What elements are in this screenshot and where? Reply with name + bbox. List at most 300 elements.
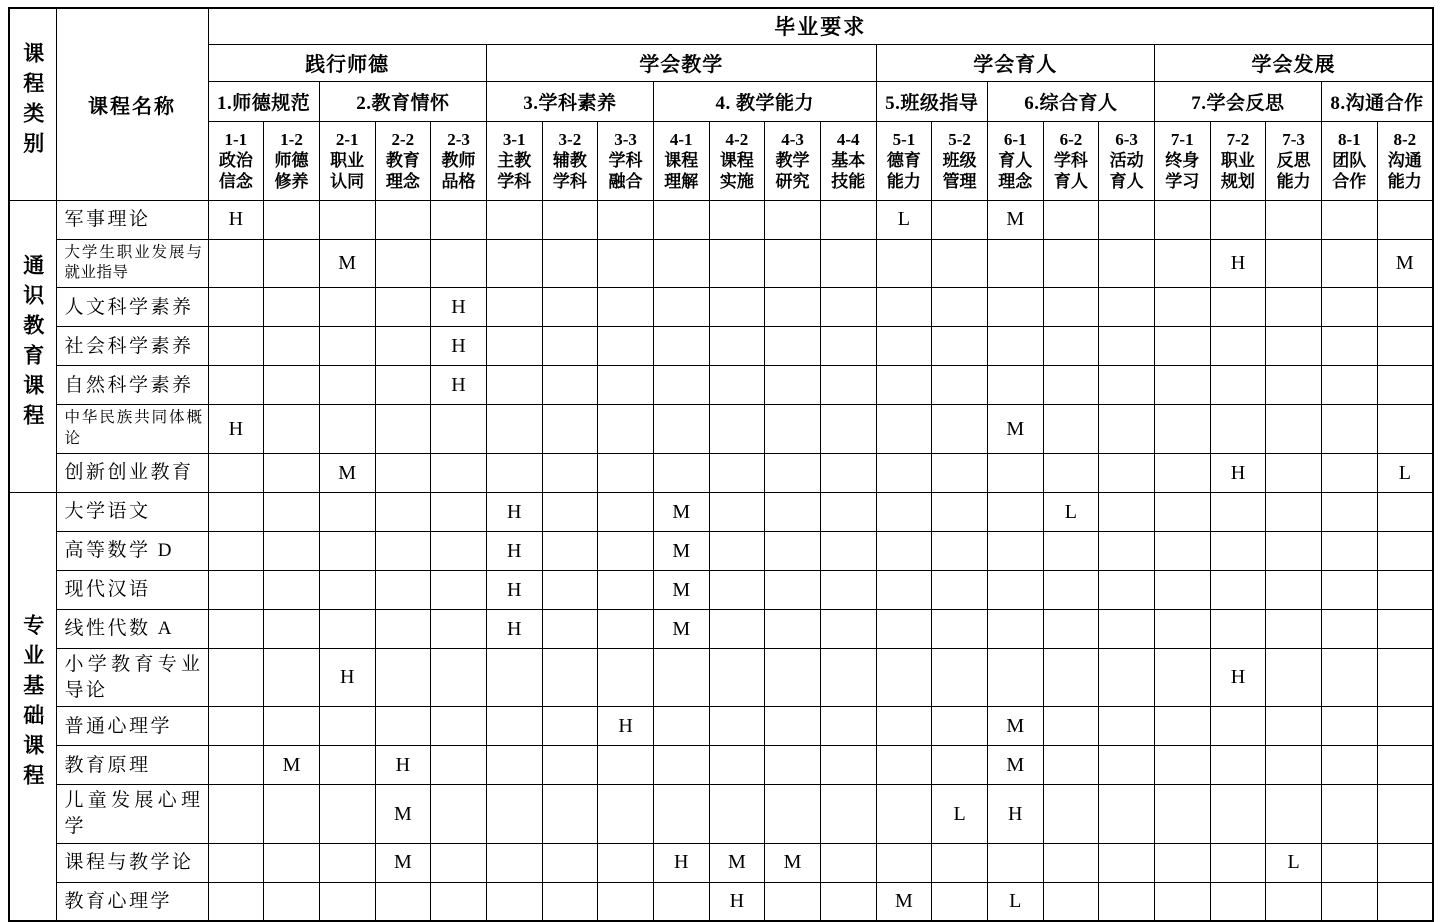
mark-cell: [932, 200, 988, 239]
mark-cell: [820, 571, 876, 610]
mark-cell: [1321, 200, 1377, 239]
mark-cell: [1321, 707, 1377, 746]
header-requirement: 8.沟通合作: [1321, 81, 1433, 121]
mark-cell: [1154, 454, 1210, 493]
mark-cell: [598, 571, 654, 610]
mark-cell: [653, 454, 709, 493]
mark-cell: [1099, 454, 1155, 493]
mark-cell: [431, 454, 487, 493]
mark-cell: [1043, 327, 1099, 366]
mark-cell: [598, 785, 654, 843]
header-indicator: [1321, 121, 1377, 200]
mark-cell: [1210, 405, 1266, 454]
header-indicator: [1043, 121, 1099, 200]
mark-cell: [542, 405, 598, 454]
header-indicator: [1210, 121, 1266, 200]
mark-cell: [486, 366, 542, 405]
mark-cell: [653, 882, 709, 921]
mark-cell: [431, 843, 487, 882]
mark-cell: [876, 571, 932, 610]
mark-cell: [1266, 882, 1322, 921]
mark-cell: [431, 405, 487, 454]
mark-cell: [820, 649, 876, 707]
mark-cell: [876, 327, 932, 366]
mark-cell: [1377, 405, 1433, 454]
mark-cell: [1043, 746, 1099, 785]
mark-cell: [542, 239, 598, 288]
indicator-label-line: 教育: [385, 151, 420, 170]
mark-cell: [709, 649, 765, 707]
mark-cell: [1377, 882, 1433, 921]
mark-cell: [264, 366, 320, 405]
mark-cell: [1266, 239, 1322, 288]
mark-cell: [765, 532, 821, 571]
header-indicator: [1099, 121, 1155, 200]
mark-cell: [987, 610, 1043, 649]
mark-cell: [1321, 746, 1377, 785]
indicator-code: 6-2: [1059, 130, 1083, 149]
mark-cell: [486, 882, 542, 921]
indicator-label-line: 管理: [942, 172, 977, 191]
table-row: [9, 288, 1433, 327]
mark-cell: [542, 707, 598, 746]
mark-cell: [1043, 200, 1099, 239]
mark-cell: L: [1266, 843, 1322, 882]
mark-cell: [542, 843, 598, 882]
header-indicator: [431, 121, 487, 200]
mark-cell: [431, 610, 487, 649]
mark-cell: [1210, 327, 1266, 366]
mark-cell: [932, 239, 988, 288]
mark-cell: [876, 532, 932, 571]
mark-cell: [987, 239, 1043, 288]
header-indicator: [375, 121, 431, 200]
table-row: [9, 649, 1433, 707]
course-name: 教育心理学: [56, 882, 208, 921]
mark-cell: [1266, 571, 1322, 610]
course-name: 普通心理学: [56, 707, 208, 746]
mark-cell: [1043, 785, 1099, 843]
header-requirement: 7.学会反思: [1154, 81, 1321, 121]
mark-cell: [1210, 843, 1266, 882]
mark-cell: [709, 288, 765, 327]
indicator-label-line: 班级: [942, 151, 977, 170]
mark-cell: [1099, 649, 1155, 707]
mark-cell: [987, 571, 1043, 610]
mark-cell: [1154, 843, 1210, 882]
indicator-label-line: 活动: [1109, 151, 1144, 170]
indicator-label-line: 学科: [497, 172, 532, 191]
mark-cell: [653, 785, 709, 843]
mark-cell: [709, 200, 765, 239]
mark-cell: [542, 366, 598, 405]
mark-cell: [1154, 200, 1210, 239]
indicator-code: 1-2: [280, 130, 303, 149]
mark-cell: [1377, 288, 1433, 327]
mark-cell: [598, 649, 654, 707]
category-cell: [9, 493, 56, 922]
mark-cell: [820, 288, 876, 327]
mark-cell: [765, 707, 821, 746]
indicator-label-line: 学科: [608, 151, 643, 170]
header-row-domains: [9, 44, 1433, 81]
indicator-code: 2-1: [335, 130, 359, 149]
mark-cell: [375, 493, 431, 532]
mark-cell: [820, 454, 876, 493]
header-course-category: [9, 8, 56, 200]
mark-cell: [820, 239, 876, 288]
mark-cell: [1043, 610, 1099, 649]
mark-cell: [319, 327, 375, 366]
mark-cell: [932, 327, 988, 366]
mark-cell: [1266, 610, 1322, 649]
mark-cell: [264, 493, 320, 532]
mark-cell: [709, 746, 765, 785]
mark-cell: H: [375, 746, 431, 785]
indicator-label-line: 能力: [1387, 172, 1422, 191]
mark-cell: [1210, 288, 1266, 327]
indicator-label-line: 融合: [608, 172, 643, 191]
mark-cell: M: [987, 746, 1043, 785]
mark-cell: [1043, 882, 1099, 921]
mark-cell: [1377, 366, 1433, 405]
indicator-code: 2-2: [391, 130, 415, 149]
indicator-label-line: 认同: [330, 172, 365, 191]
mark-cell: [1377, 493, 1433, 532]
mark-cell: [1154, 327, 1210, 366]
mark-cell: [375, 571, 431, 610]
mark-cell: [375, 327, 431, 366]
mark-cell: [319, 532, 375, 571]
mark-cell: [820, 707, 876, 746]
indicator-label-line: 能力: [886, 172, 921, 191]
indicator-label-line: 实施: [719, 172, 754, 191]
mark-cell: [486, 843, 542, 882]
mark-cell: [653, 200, 709, 239]
mark-cell: [1321, 239, 1377, 288]
mark-cell: [1377, 785, 1433, 843]
indicator-label-line: 理念: [998, 172, 1033, 191]
mark-cell: [876, 493, 932, 532]
mark-cell: [1099, 707, 1155, 746]
mark-cell: [1154, 882, 1210, 921]
mark-cell: [208, 493, 264, 532]
mark-cell: [1043, 405, 1099, 454]
indicator-label-line: 理解: [664, 172, 699, 191]
mark-cell: [1099, 239, 1155, 288]
mark-cell: H: [486, 532, 542, 571]
mark-cell: [932, 571, 988, 610]
mark-cell: [208, 843, 264, 882]
table-row: [9, 610, 1433, 649]
course-name: 创新创业教育: [56, 454, 208, 493]
header-requirement: 6.综合育人: [987, 81, 1154, 121]
mark-cell: [208, 366, 264, 405]
mark-cell: [431, 239, 487, 288]
mark-cell: H: [1210, 454, 1266, 493]
mark-cell: [876, 707, 932, 746]
indicator-label-line: 学科: [552, 172, 587, 191]
mark-cell: [319, 405, 375, 454]
mark-cell: [264, 843, 320, 882]
mark-cell: [542, 327, 598, 366]
mark-cell: [264, 200, 320, 239]
mark-cell: [1099, 843, 1155, 882]
mark-cell: [987, 327, 1043, 366]
mark-cell: [765, 610, 821, 649]
course-name: 课程与教学论: [56, 843, 208, 882]
indicator-label-line: 基本: [831, 151, 866, 170]
mark-cell: [264, 649, 320, 707]
mark-cell: [1210, 785, 1266, 843]
header-indicator: [709, 121, 765, 200]
mark-cell: [987, 493, 1043, 532]
mark-cell: [264, 882, 320, 921]
header-graduation-requirements: 毕业要求: [208, 8, 1433, 44]
mark-cell: M: [264, 746, 320, 785]
mark-cell: [820, 610, 876, 649]
header-domain: 学会育人: [876, 44, 1154, 81]
mark-cell: [820, 746, 876, 785]
mark-cell: [932, 649, 988, 707]
mark-cell: [319, 288, 375, 327]
mark-cell: [486, 649, 542, 707]
mark-cell: [1377, 649, 1433, 707]
indicator-label-line: 育人: [1109, 172, 1144, 191]
table-row: [9, 493, 1433, 532]
mark-cell: [932, 882, 988, 921]
header-row-top: [9, 8, 1433, 44]
mark-cell: [1154, 649, 1210, 707]
mark-cell: M: [653, 610, 709, 649]
course-name: 军事理论: [56, 200, 208, 239]
table-row: [9, 454, 1433, 493]
mark-cell: [1377, 200, 1433, 239]
mark-cell: M: [375, 843, 431, 882]
table-row: [9, 532, 1433, 571]
mark-cell: [1321, 649, 1377, 707]
mark-cell: [820, 366, 876, 405]
mark-cell: H: [598, 707, 654, 746]
course-name: 线性代数 A: [56, 610, 208, 649]
mark-cell: [1154, 707, 1210, 746]
mark-cell: [1321, 571, 1377, 610]
mark-cell: [1266, 532, 1322, 571]
mark-cell: H: [653, 843, 709, 882]
mark-cell: [932, 493, 988, 532]
mark-cell: [542, 288, 598, 327]
mark-cell: [709, 707, 765, 746]
mark-cell: [1043, 707, 1099, 746]
mark-cell: [375, 649, 431, 707]
mark-cell: [1321, 288, 1377, 327]
mark-cell: [1266, 493, 1322, 532]
mark-cell: [987, 532, 1043, 571]
mark-cell: [1099, 532, 1155, 571]
indicator-label-line: 合作: [1332, 172, 1367, 191]
indicator-code: 4-2: [725, 130, 749, 149]
header-course-name: 课程名称: [56, 8, 208, 200]
mark-cell: [542, 200, 598, 239]
course-name: 社会科学素养: [56, 327, 208, 366]
mark-cell: [542, 493, 598, 532]
header-indicator: [264, 121, 320, 200]
header-indicator: [876, 121, 932, 200]
mark-cell: [598, 610, 654, 649]
mark-cell: [1154, 288, 1210, 327]
mark-cell: H: [1210, 239, 1266, 288]
table-row: [9, 239, 1433, 288]
mark-cell: [932, 746, 988, 785]
mark-cell: [598, 493, 654, 532]
table-row: [9, 707, 1433, 746]
mark-cell: [876, 405, 932, 454]
mark-cell: [208, 707, 264, 746]
header-indicator: [820, 121, 876, 200]
indicator-label-line: 教师: [441, 151, 476, 170]
indicator-code: 4-1: [669, 130, 693, 149]
mark-cell: [319, 493, 375, 532]
mark-cell: [653, 405, 709, 454]
category-cell: [9, 200, 56, 493]
course-name: 自然科学素养: [56, 366, 208, 405]
mark-cell: [542, 571, 598, 610]
mark-cell: M: [1377, 239, 1433, 288]
mark-cell: [208, 239, 264, 288]
mark-cell: [1210, 200, 1266, 239]
indicator-code: 7-3: [1282, 130, 1305, 149]
mark-cell: [1099, 785, 1155, 843]
course-name: 现代汉语: [56, 571, 208, 610]
indicator-label-line: 课程: [664, 151, 699, 170]
header-requirement: 1.师德规范: [208, 81, 319, 121]
indicator-label-line: 职业: [1220, 151, 1255, 170]
indicator-label-line: 课程: [719, 151, 754, 170]
mark-cell: [264, 454, 320, 493]
mark-cell: [319, 785, 375, 843]
mark-cell: [765, 571, 821, 610]
mark-cell: [208, 882, 264, 921]
course-name: 中华民族共同体概论: [56, 405, 208, 454]
mark-cell: [1266, 200, 1322, 239]
mark-cell: [876, 649, 932, 707]
mark-cell: [319, 843, 375, 882]
curriculum-matrix-table: [8, 7, 1434, 922]
mark-cell: [1377, 532, 1433, 571]
header-indicator: [1266, 121, 1322, 200]
header-requirement: 4. 教学能力: [653, 81, 876, 121]
mark-cell: [876, 610, 932, 649]
mark-cell: [765, 405, 821, 454]
mark-cell: [486, 239, 542, 288]
mark-cell: [542, 610, 598, 649]
mark-cell: [1154, 405, 1210, 454]
mark-cell: [542, 454, 598, 493]
mark-cell: [319, 707, 375, 746]
mark-cell: [431, 200, 487, 239]
mark-cell: [208, 532, 264, 571]
mark-cell: [653, 239, 709, 288]
mark-cell: [1043, 454, 1099, 493]
indicator-label-line: 师德: [274, 151, 309, 170]
mark-cell: [1154, 493, 1210, 532]
mark-cell: [987, 649, 1043, 707]
mark-cell: [709, 610, 765, 649]
mark-cell: [876, 746, 932, 785]
mark-cell: [709, 493, 765, 532]
mark-cell: L: [876, 200, 932, 239]
mark-cell: [932, 610, 988, 649]
header-domain: 学会发展: [1154, 44, 1433, 81]
mark-cell: [1210, 882, 1266, 921]
indicator-label-line: 职业: [330, 151, 365, 170]
mark-cell: [1377, 843, 1433, 882]
mark-cell: [264, 288, 320, 327]
indicator-code: 3-2: [558, 130, 582, 149]
mark-cell: L: [932, 785, 988, 843]
course-name: 小学教育专业导论: [56, 649, 208, 707]
course-name: 高等数学 D: [56, 532, 208, 571]
mark-cell: [765, 200, 821, 239]
mark-cell: [375, 405, 431, 454]
mark-cell: [1099, 493, 1155, 532]
mark-cell: [820, 882, 876, 921]
mark-cell: [653, 707, 709, 746]
mark-cell: [1099, 746, 1155, 785]
indicator-label-line: 研究: [775, 172, 810, 191]
mark-cell: [1266, 454, 1322, 493]
mark-cell: [1210, 571, 1266, 610]
mark-cell: [987, 454, 1043, 493]
mark-cell: M: [709, 843, 765, 882]
mark-cell: M: [653, 532, 709, 571]
indicator-label-line: 终身: [1165, 151, 1200, 170]
table-row: [9, 785, 1433, 843]
indicator-code: 4-4: [836, 130, 860, 149]
mark-cell: [598, 746, 654, 785]
mark-cell: [765, 327, 821, 366]
indicator-label-line: 育人: [1053, 172, 1088, 191]
mark-cell: [264, 532, 320, 571]
mark-cell: [876, 843, 932, 882]
mark-cell: [264, 327, 320, 366]
mark-cell: [319, 366, 375, 405]
mark-cell: [1321, 882, 1377, 921]
mark-cell: [1154, 785, 1210, 843]
mark-cell: [208, 746, 264, 785]
mark-cell: [486, 327, 542, 366]
mark-cell: [542, 785, 598, 843]
mark-cell: [876, 239, 932, 288]
indicator-code: 5-2: [948, 130, 971, 149]
mark-cell: H: [486, 571, 542, 610]
mark-cell: [1321, 532, 1377, 571]
mark-cell: H: [486, 610, 542, 649]
mark-cell: [431, 571, 487, 610]
mark-cell: [1154, 571, 1210, 610]
mark-cell: [375, 532, 431, 571]
indicator-label-line: 政治: [218, 151, 253, 170]
mark-cell: [264, 707, 320, 746]
mark-cell: [375, 454, 431, 493]
mark-cell: [876, 454, 932, 493]
course-name: 大学语文: [56, 493, 208, 532]
mark-cell: [486, 454, 542, 493]
header-requirement: 2.教育情怀: [319, 81, 486, 121]
mark-cell: [431, 649, 487, 707]
mark-cell: [1377, 707, 1433, 746]
mark-cell: [876, 366, 932, 405]
